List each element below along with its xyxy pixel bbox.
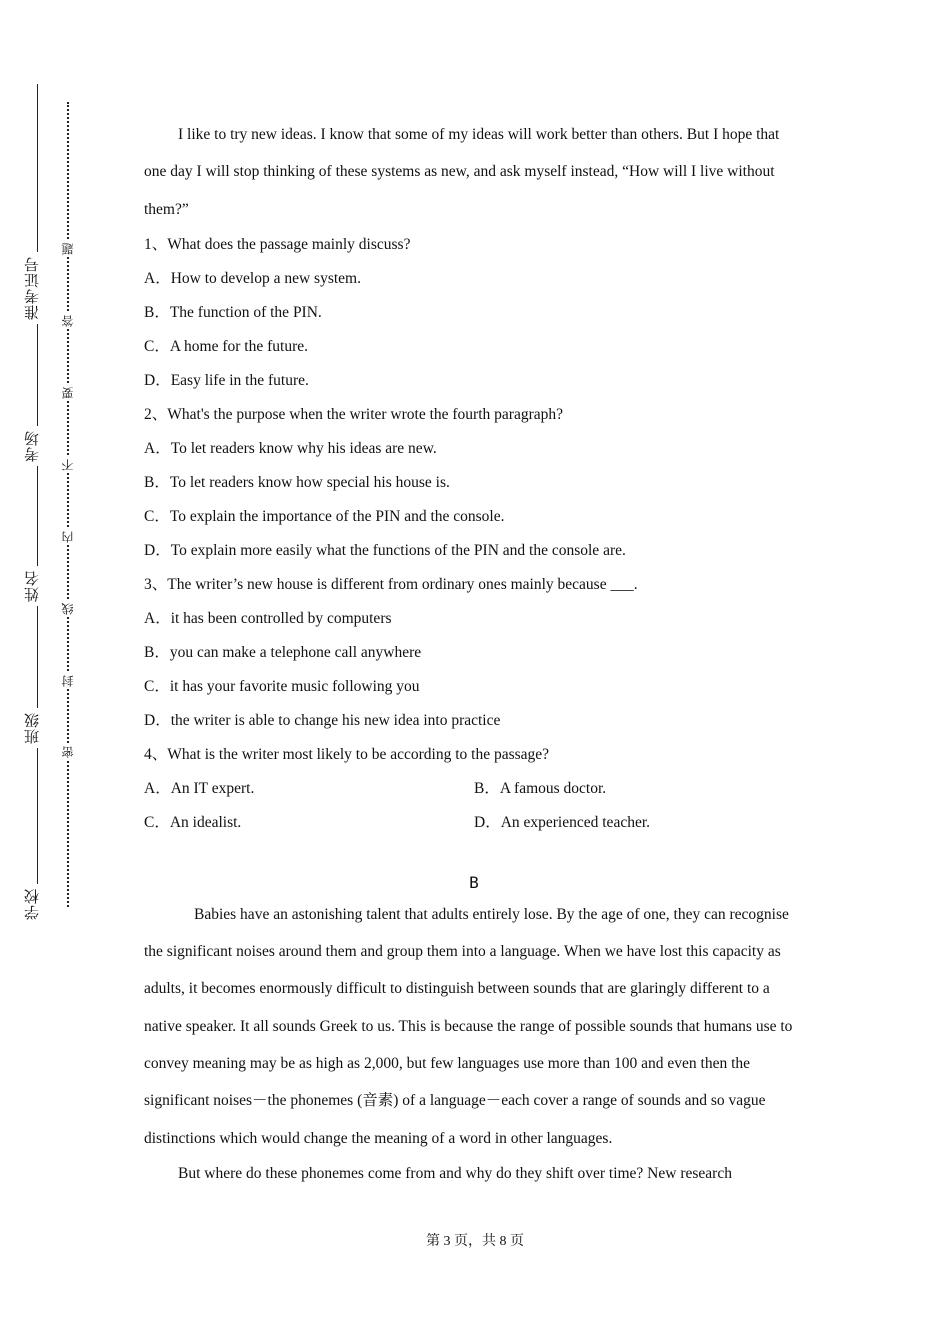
seal-char-mi: 密 xyxy=(61,746,75,758)
option-b: B．The function of the PIN. xyxy=(144,303,322,321)
option-c: C．A home for the future. xyxy=(144,337,309,355)
option-d: D．the writer is able to change his new idea into practice xyxy=(144,711,501,729)
binding-solid-line xyxy=(37,84,38,924)
page-footer: 第 3 页，共 8 页 xyxy=(426,1234,524,1249)
question-1 xyxy=(144,228,804,398)
seal-char-xian: 线 xyxy=(61,603,75,615)
option-b: B．you can make a telephone call anywhere xyxy=(144,643,422,661)
option-a: A．How to develop a new system. xyxy=(144,269,361,287)
option-a: A．An IT expert. xyxy=(144,779,255,797)
binding-dotted-line xyxy=(67,102,69,907)
option-d: D．An experienced teacher. xyxy=(474,813,651,831)
binding-label-exam-id: 准考证号 xyxy=(21,252,53,324)
section-b-paragraph-1: Babies have an astonishing talent that adults entirely lose. By the age of one, they can recognise the significant noises around them and group them into a language. When we have lost this capacity as adults, it becomes enormously difficult to distinguish between sounds that are glaringly different to a native speaker. It all sounds Greek to us. This is because the range of possible sounds that humans use to convey meaning may be as high as 2,000, but few languages use more than 100 and even then the significant noises－the phonemes (音素) of a language－each cover a range of sounds and so vague distinctions which would change the meaning of a word in other languages. xyxy=(144,905,793,1147)
option-a: A．To let readers know why his ideas are new. xyxy=(144,439,437,457)
seal-char-bu: 不 xyxy=(61,459,75,471)
binding-label-school: 学校 xyxy=(21,884,53,924)
section-b-title: B xyxy=(469,872,479,892)
binding-label-class: 班级 xyxy=(21,708,53,748)
option-c: C．An idealist. xyxy=(144,813,242,831)
option-c: C．To explain the importance of the PIN and the console. xyxy=(144,507,505,525)
question-3 xyxy=(144,568,804,738)
seal-char-da: 答 xyxy=(61,315,75,327)
question-4 xyxy=(144,738,804,840)
seal-char-ti: 题 xyxy=(61,243,75,255)
seal-char-yao: 要 xyxy=(61,387,75,399)
option-c: C．it has your favorite music following you xyxy=(144,677,420,695)
question-stem: 2、What's the purpose when the writer wrote the fourth paragraph? xyxy=(144,405,563,423)
binding-label-exam-room: 考场 xyxy=(21,426,53,466)
seal-char-nei: 内 xyxy=(61,531,75,543)
binding-label-name: 姓名 xyxy=(21,566,53,606)
question-stem: 3、The writer’s new house is different from ordinary ones mainly because ___. xyxy=(144,575,638,593)
section-b-paragraph-2: But where do these phonemes come from and why do they shift over time? New research xyxy=(178,1164,732,1182)
option-row xyxy=(144,772,804,806)
option-d: D．To explain more easily what the functions of the PIN and the console are. xyxy=(144,541,626,559)
question-stem: 1、What does the passage mainly discuss? xyxy=(144,235,411,253)
option-d: D．Easy life in the future. xyxy=(144,371,309,389)
passage-a-final-paragraph: I like to try new ideas. I know that some of my ideas will work better than others. But I hope that one day I will stop thinking of these systems as new, and ask myself instead, “How will I live without them?” xyxy=(144,126,780,218)
page-content xyxy=(144,116,804,1191)
option-b: B．A famous doctor. xyxy=(474,779,607,797)
seal-char-feng: 封 xyxy=(61,675,75,687)
question-stem: 4、What is the writer most likely to be according to the passage? xyxy=(144,745,550,763)
option-a: A．it has been controlled by computers xyxy=(144,609,392,627)
option-row xyxy=(144,806,804,840)
option-b: B．To let readers know how special his house is. xyxy=(144,473,450,491)
question-2 xyxy=(144,398,804,568)
